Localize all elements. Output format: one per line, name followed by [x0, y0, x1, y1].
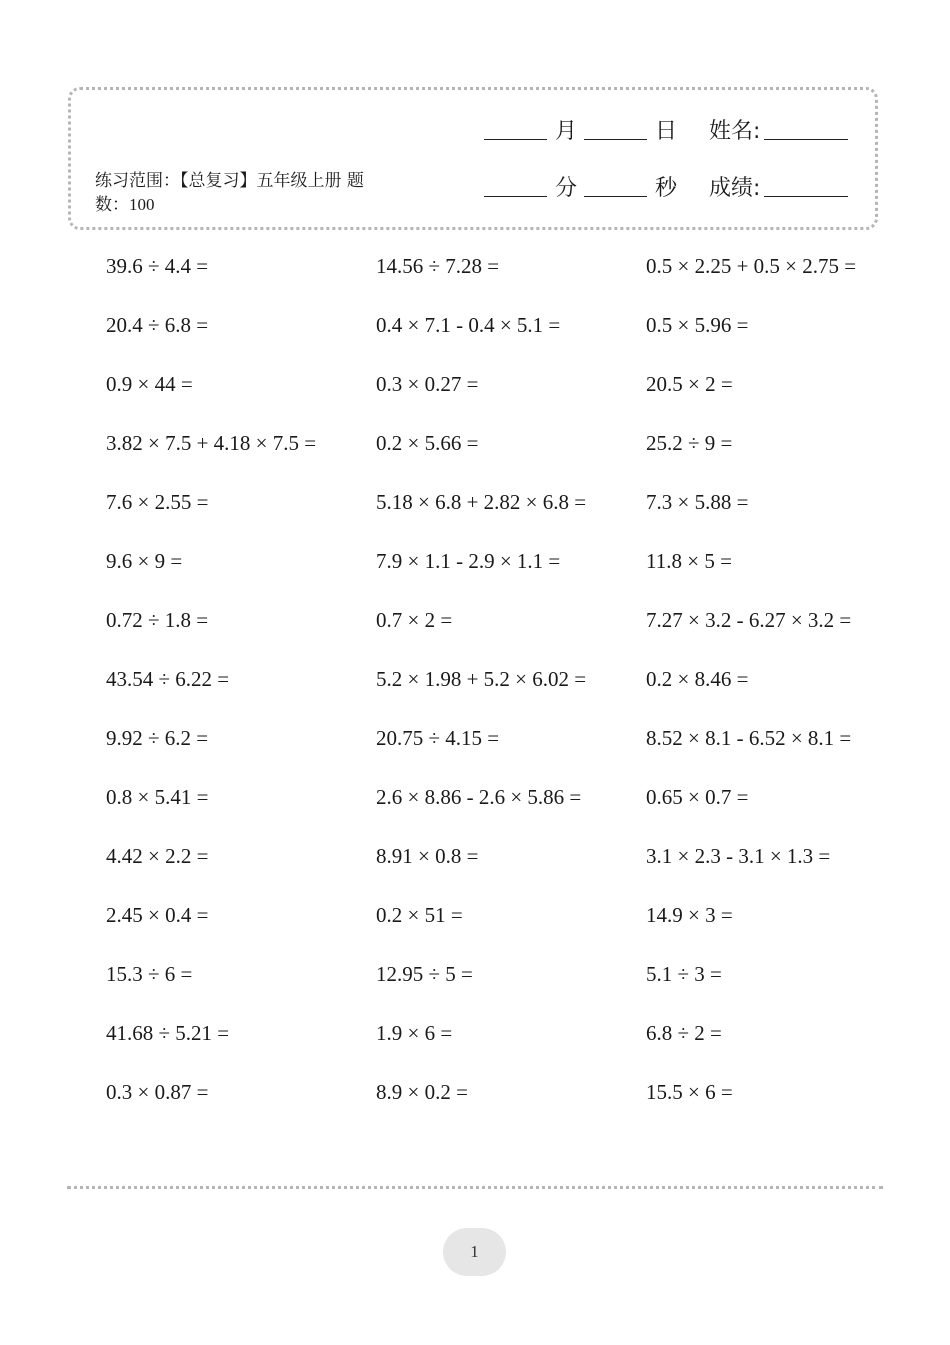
second-label: 秒: [655, 176, 678, 201]
problem-item: 0.5 × 2.25 + 0.5 × 2.75 =: [646, 254, 857, 278]
problem-item: 0.9 × 44 =: [106, 372, 193, 396]
problem-item: 2.6 × 8.86 - 2.6 × 5.86 =: [376, 785, 582, 809]
problem-item: 0.2 × 5.66 =: [376, 431, 479, 455]
problem-item: 0.3 × 0.87 =: [106, 1080, 209, 1104]
problem-item: 2.45 × 0.4 =: [106, 903, 209, 927]
problem-item: 7.9 × 1.1 - 2.9 × 1.1 =: [376, 549, 561, 573]
second-field: [584, 176, 677, 202]
problem-item: 20.4 ÷ 6.8 =: [106, 313, 209, 337]
problem-item: 5.2 × 1.98 + 5.2 × 6.02 =: [376, 667, 587, 691]
problem-item: 4.42 × 2.2 =: [106, 844, 209, 868]
problem-item: 43.54 ÷ 6.22 =: [106, 667, 230, 691]
problem-item: 14.9 × 3 =: [646, 903, 733, 927]
problem-item: 7.6 × 2.55 =: [106, 490, 209, 514]
day-label: 日: [655, 119, 678, 144]
score-blank[interactable]: [764, 195, 848, 197]
problem-item: 3.82 × 7.5 + 4.18 × 7.5 =: [106, 431, 317, 455]
name-label: 姓名:: [709, 119, 761, 144]
problem-item: 20.75 ÷ 4.15 =: [376, 726, 500, 750]
problem-item: 41.68 ÷ 5.21 =: [106, 1021, 230, 1045]
problem-item: 15.3 ÷ 6 =: [106, 962, 193, 986]
range-text: 练习范围：【总复习】五年级上册: [95, 171, 342, 191]
problem-item: 39.6 ÷ 4.4 =: [106, 254, 209, 278]
problem-item: 0.7 × 2 =: [376, 608, 453, 632]
name-blank[interactable]: [764, 138, 848, 140]
problem-item: 5.1 ÷ 3 =: [646, 962, 722, 986]
problem-item: 0.72 ÷ 1.8 =: [106, 608, 209, 632]
page-number: 1: [470, 1242, 479, 1261]
day-blank[interactable]: [584, 138, 647, 140]
day-field: [584, 119, 677, 145]
minute-field: [484, 176, 577, 202]
month-field: [484, 119, 577, 145]
practice-range: [95, 169, 385, 217]
score-field: [709, 176, 848, 202]
problem-item: 0.5 × 5.96 =: [646, 313, 749, 337]
name-field: [709, 119, 848, 145]
problem-item: 8.9 × 0.2 =: [376, 1080, 468, 1104]
page-number-badge: [443, 1228, 506, 1276]
problem-item: 3.1 × 2.3 - 3.1 × 1.3 =: [646, 844, 831, 868]
minute-blank[interactable]: [484, 195, 547, 197]
second-blank[interactable]: [584, 195, 647, 197]
problem-item: 15.5 × 6 =: [646, 1080, 733, 1104]
question-count-label: 题数：: [95, 171, 364, 215]
problem-item: 5.18 × 6.8 + 2.82 × 6.8 =: [376, 490, 587, 514]
problem-item: 0.2 × 51 =: [376, 903, 463, 927]
problem-item: 0.4 × 7.1 - 0.4 × 5.1 =: [376, 313, 561, 337]
problem-item: 25.2 ÷ 9 =: [646, 431, 733, 455]
problem-item: 11.8 × 5 =: [646, 549, 732, 573]
problem-item: 8.52 × 8.1 - 6.52 × 8.1 =: [646, 726, 852, 750]
problem-item: 0.65 × 0.7 =: [646, 785, 749, 809]
score-label: 成绩:: [709, 176, 761, 201]
minute-label: 分: [555, 176, 578, 201]
problem-item: 1.9 × 6 =: [376, 1021, 453, 1045]
problem-item: 0.8 × 5.41 =: [106, 785, 209, 809]
problem-item: 6.8 ÷ 2 =: [646, 1021, 722, 1045]
problem-item: 14.56 ÷ 7.28 =: [376, 254, 500, 278]
problem-item: 0.3 × 0.27 =: [376, 372, 479, 396]
month-label: 月: [555, 119, 578, 144]
problem-item: 9.6 × 9 =: [106, 549, 183, 573]
question-count: 100: [129, 195, 155, 214]
problem-item: 20.5 × 2 =: [646, 372, 733, 396]
month-blank[interactable]: [484, 138, 547, 140]
footer-divider: [67, 1186, 883, 1189]
problem-item: 8.91 × 0.8 =: [376, 844, 479, 868]
problem-item: 0.2 × 8.46 =: [646, 667, 749, 691]
problem-item: 7.3 × 5.88 =: [646, 490, 749, 514]
problem-item: 9.92 ÷ 6.2 =: [106, 726, 209, 750]
problem-item: 12.95 ÷ 5 =: [376, 962, 473, 986]
problem-item: 7.27 × 3.2 - 6.27 × 3.2 =: [646, 608, 852, 632]
